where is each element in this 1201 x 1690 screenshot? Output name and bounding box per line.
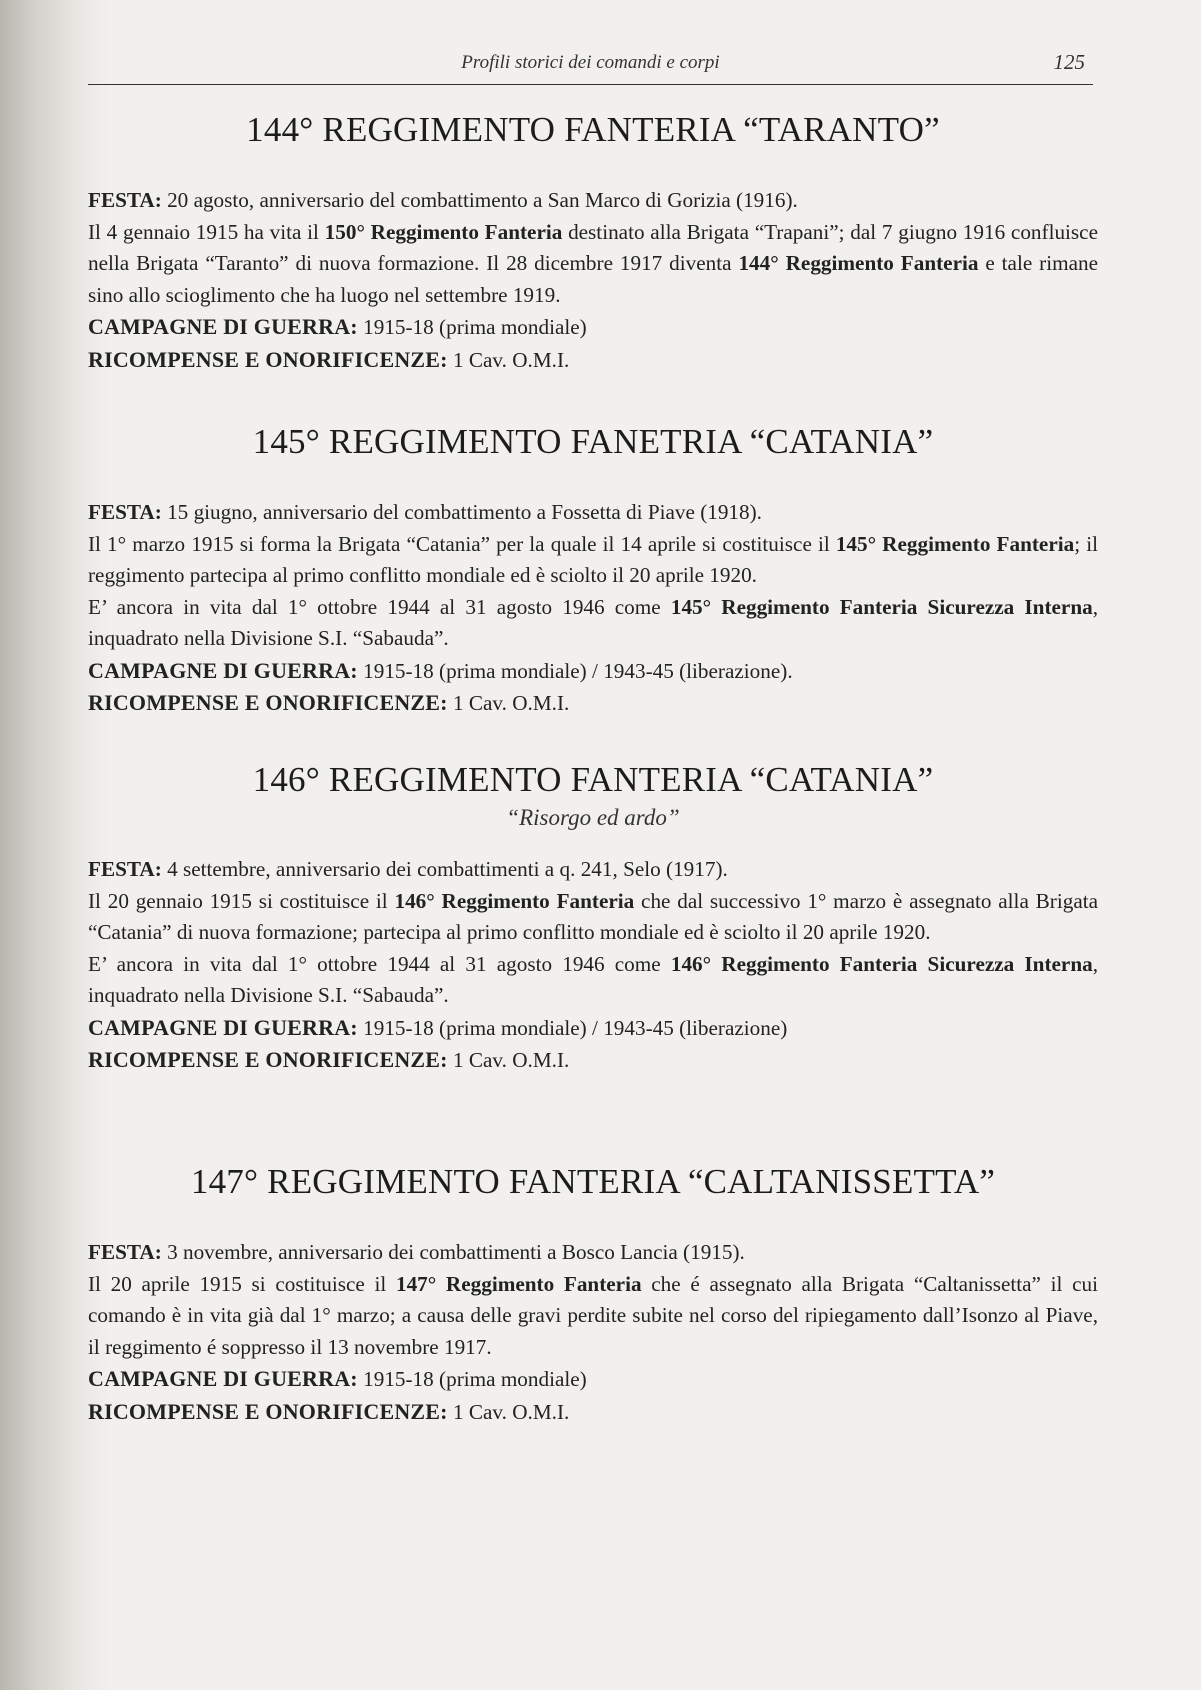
page-number: 125 <box>1053 50 1085 74</box>
text-run: Il 20 gennaio 1915 si costituisce il <box>88 888 395 913</box>
awards-text: 1 Cav. O.M.I. <box>447 1048 570 1072</box>
awards-text: 1 Cav. O.M.I. <box>447 691 570 715</box>
history-paragraph <box>88 886 1098 949</box>
history-paragraph <box>88 217 1098 312</box>
awards-label: RICOMPENSE E ONORIFICENZE: <box>88 346 448 372</box>
festa-text: 15 giugno, anniversario del combattimento a Fossetta di Piave (1918). <box>161 500 762 524</box>
campaigns-line <box>88 655 1098 688</box>
text-run: destinato alla Brigata “Trapani”; dal 7 giugno 1916 confluisce nella Brigata “Taranto” di nuova formazione. Il 28 dicembre 1917 diventa <box>88 219 1098 275</box>
section-title: 144° REGGIMENTO FANTERIA “TARANTO” <box>246 110 940 149</box>
text-run: ; il reggimento partecipa al primo conflitto mondiale ed è sciolto il 20 aprile 1920. <box>88 531 1098 587</box>
history-paragraph-2 <box>88 949 1098 1012</box>
bold-run: 145° Reggimento Fanteria <box>835 531 1075 556</box>
festa-label: FESTA: <box>88 857 162 881</box>
bold-run: 150° Reggimento Fanteria <box>324 219 563 244</box>
section-title: 147° REGGIMENTO FANTERIA “CALTANISSETTA” <box>190 1162 996 1201</box>
section-body <box>88 185 1098 376</box>
campaigns-text: 1915-18 (prima mondiale) / 1943-45 (liberazione) <box>357 1015 788 1040</box>
text-run: Il 4 gennaio 1915 ha vita il <box>88 219 325 244</box>
awards-text: 1 Cav. O.M.I. <box>447 1399 570 1424</box>
bold-run: 146° Reggimento Fanteria <box>394 888 635 913</box>
awards-line <box>88 687 1098 720</box>
awards-line <box>88 1396 1098 1429</box>
history-paragraph <box>88 1269 1098 1364</box>
history-paragraph-2 <box>88 592 1098 655</box>
campaigns-label: CAMPAGNE DI GUERRA: <box>88 1366 358 1391</box>
festa-label: FESTA: <box>88 188 162 212</box>
festa-line <box>88 497 1098 529</box>
awards-line <box>88 1044 1098 1077</box>
festa-text: 4 settembre, anniversario dei combattimenti a q. 241, Selo (1917). <box>161 857 728 881</box>
section-body <box>88 854 1098 1077</box>
text-run: e tale rimane sino allo scioglimento che ha luogo nel settembre 1919. <box>88 251 1098 307</box>
awards-line <box>88 344 1098 377</box>
festa-label: FESTA: <box>88 1240 162 1264</box>
campaigns-line <box>88 1363 1098 1396</box>
awards-label: RICOMPENSE E ONORIFICENZE: <box>88 690 448 715</box>
text-run: , inquadrato nella Divisione S.I. “Sabauda”. <box>88 951 1098 1007</box>
campaigns-label: CAMPAGNE DI GUERRA: <box>88 657 358 683</box>
festa-text: 3 novembre, anniversario dei combattimenti a Bosco Lancia (1915). <box>161 1240 745 1264</box>
festa-label: FESTA: <box>88 500 162 524</box>
festa-line <box>88 1237 1098 1269</box>
campaigns-label: CAMPAGNE DI GUERRA: <box>88 1014 358 1040</box>
section-144 <box>88 108 1098 376</box>
bold-run: 144° Reggimento Fanteria <box>738 251 979 275</box>
festa-line <box>88 854 1098 886</box>
festa-text: 20 agosto, anniversario del combattimento a San Marco di Gorizia (1916). <box>161 188 798 212</box>
section-title: 145° REGGIMENTO FANETRIA “CATANIA” <box>252 422 934 461</box>
section-145 <box>88 420 1098 720</box>
text-run: che é assegnato alla Brigata “Caltanissetta” il cui comando è in vita già dal 1° marzo; a causa delle gravi perdite subite nel corso del ripiegamento dall’Isonzo al Piave, il reggimento é soppresso il 13 novembre 1917. <box>88 1271 1099 1359</box>
history-paragraph <box>88 529 1098 592</box>
festa-line <box>88 185 1098 217</box>
text-run: , inquadrato nella Divisione S.I. “Sabauda”. <box>88 594 1098 650</box>
regiment-motto: “Risorgo ed ardo” <box>506 805 680 830</box>
awards-label: RICOMPENSE E ONORIFICENZE: <box>88 1398 448 1424</box>
bold-run: 146° Reggimento Fanteria Sicurezza Interna <box>670 951 1093 976</box>
section-147 <box>88 1160 1098 1428</box>
running-title: Profili storici dei comandi e corpi <box>461 52 720 73</box>
running-head <box>88 48 1093 85</box>
awards-text: 1 Cav. O.M.I. <box>447 347 570 372</box>
section-title: 146° REGGIMENTO FANTERIA “CATANIA” <box>252 760 934 799</box>
campaigns-line <box>88 1012 1098 1045</box>
text-run: Il 20 aprile 1915 si costituisce il <box>88 1271 396 1296</box>
awards-label: RICOMPENSE E ONORIFICENZE: <box>88 1047 448 1072</box>
text-run: Il 1° marzo 1915 si forma la Brigata “Catania” per la quale il 14 aprile si costituisce il <box>88 531 836 556</box>
bold-run: 145° Reggimento Fanteria Sicurezza Interna <box>670 594 1093 619</box>
campaigns-text: 1915-18 (prima mondiale) <box>357 315 587 339</box>
campaigns-text: 1915-18 (prima mondiale) / 1943-45 (liberazione). <box>357 658 793 683</box>
section-body <box>88 1237 1098 1428</box>
section-146 <box>88 758 1098 1077</box>
campaigns-label: CAMPAGNE DI GUERRA: <box>88 314 358 339</box>
text-run: che dal successivo 1° marzo è assegnato alla Brigata “Catania” di nuova formazione; partecipa al primo conflitto mondiale ed è sciolto il 20 aprile 1920. <box>88 888 1099 944</box>
text-run: E’ ancora in vita dal 1° ottobre 1944 al 31 agosto 1946 come <box>88 951 671 976</box>
campaigns-text: 1915-18 (prima mondiale) <box>357 1367 587 1391</box>
campaigns-line <box>88 311 1098 344</box>
text-run: E’ ancora in vita dal 1° ottobre 1944 al 31 agosto 1946 come <box>88 594 671 619</box>
section-body <box>88 497 1098 720</box>
bold-run: 147° Reggimento Fanteria <box>395 1271 642 1296</box>
